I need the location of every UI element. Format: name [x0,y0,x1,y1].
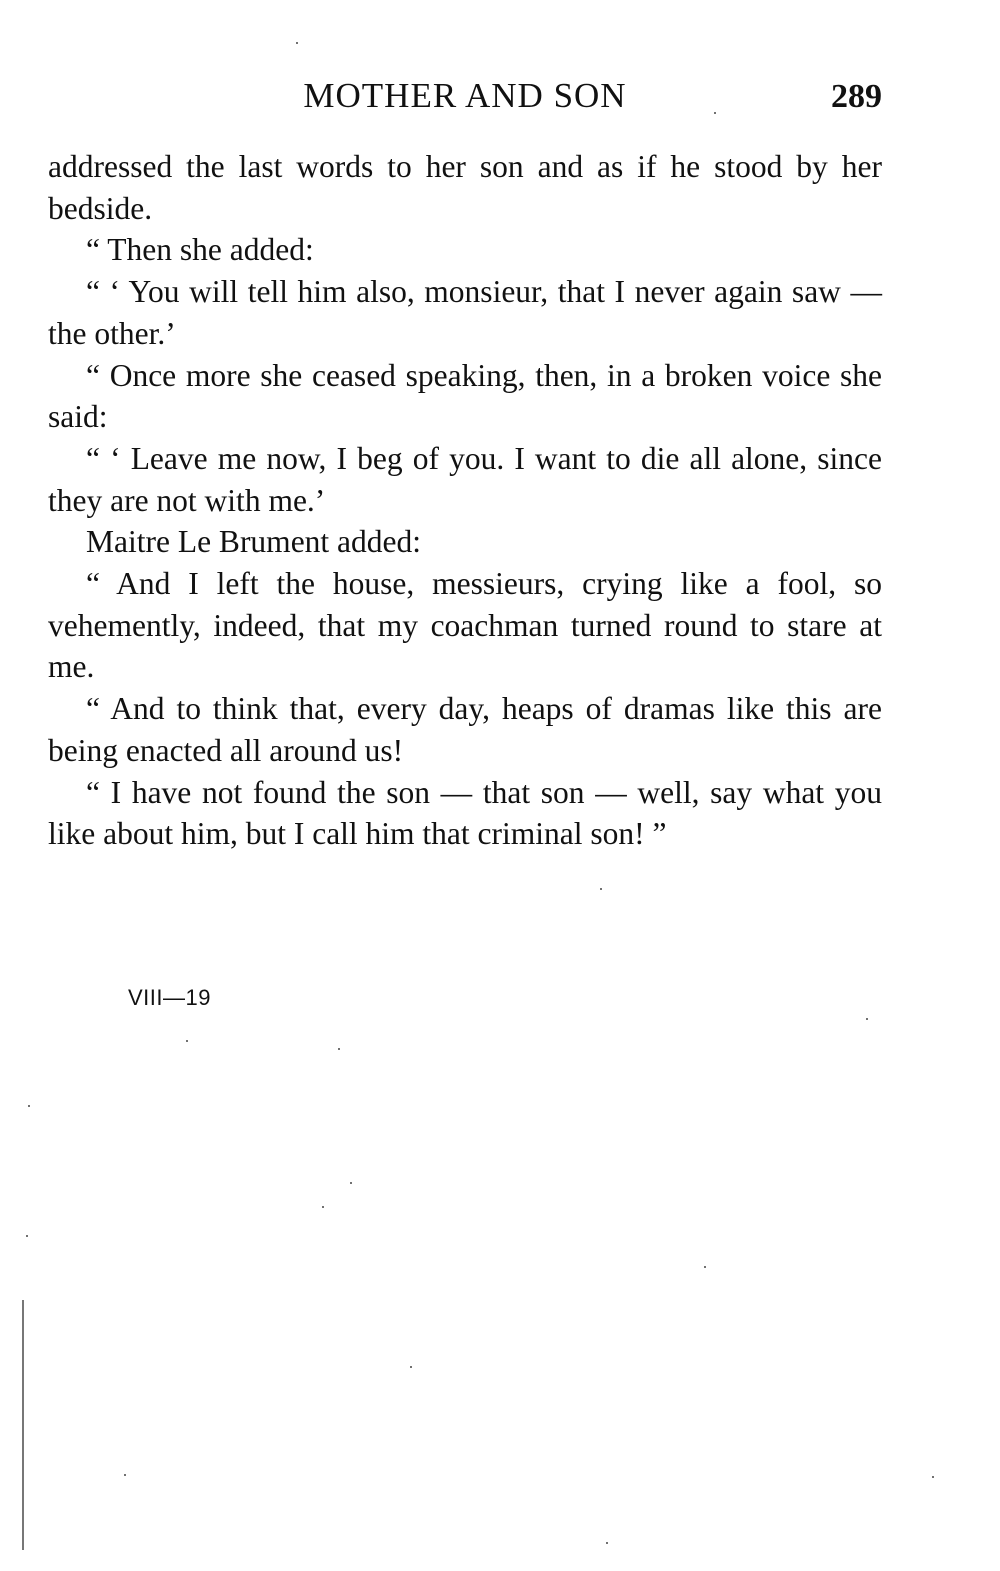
paragraph: “ Then she added: [86,232,314,268]
signature-mark: VIII—19 [128,985,211,1010]
scan-speck [28,1105,30,1107]
paragraph: addressed the last words to her son and as if he stood by her bedside. [48,149,882,226]
scan-speck [714,112,716,114]
scan-speck [866,1018,868,1020]
scan-speck [124,1474,126,1476]
paragraph: Maitre Le Brument added: [86,524,422,560]
scan-edge-line [22,1300,24,1550]
scan-speck [322,1206,324,1208]
running-title: MOTHER AND SON [303,76,627,115]
scan-speck [186,1040,188,1042]
scan-speck [296,42,298,44]
paragraph: “ ‘ Leave me now, I beg of you. I want to die all alone, since they are not with me.’ [48,440,882,518]
running-head [48,72,882,122]
body-text [48,146,882,855]
paragraph: “ And I left the house, messieurs, crying like a fool, so vehemently, indeed, that my coachman turned round to stare at me. [48,566,882,685]
scan-speck [350,1182,352,1184]
scan-speck [704,1266,706,1268]
scan-speck [410,1366,412,1368]
paragraph: “ I have not found the son — that son — well, say what you like about him, but I call him that criminal son! ” [48,774,882,852]
paragraph: “ And to think that, every day, heaps of dramas like this are being enacted all around us! [48,691,882,768]
scan-speck [338,1048,340,1050]
scan-speck [26,1235,28,1237]
scan-speck [932,1476,934,1478]
paragraph: “ Once more she ceased speaking, then, in a broken voice she said: [48,357,882,435]
page-number: 289 [831,78,882,115]
scan-speck [606,1542,608,1544]
scan-speck [600,888,602,890]
paragraph: “ ‘ You will tell him also, monsieur, that I never again saw — the other.’ [48,274,882,351]
